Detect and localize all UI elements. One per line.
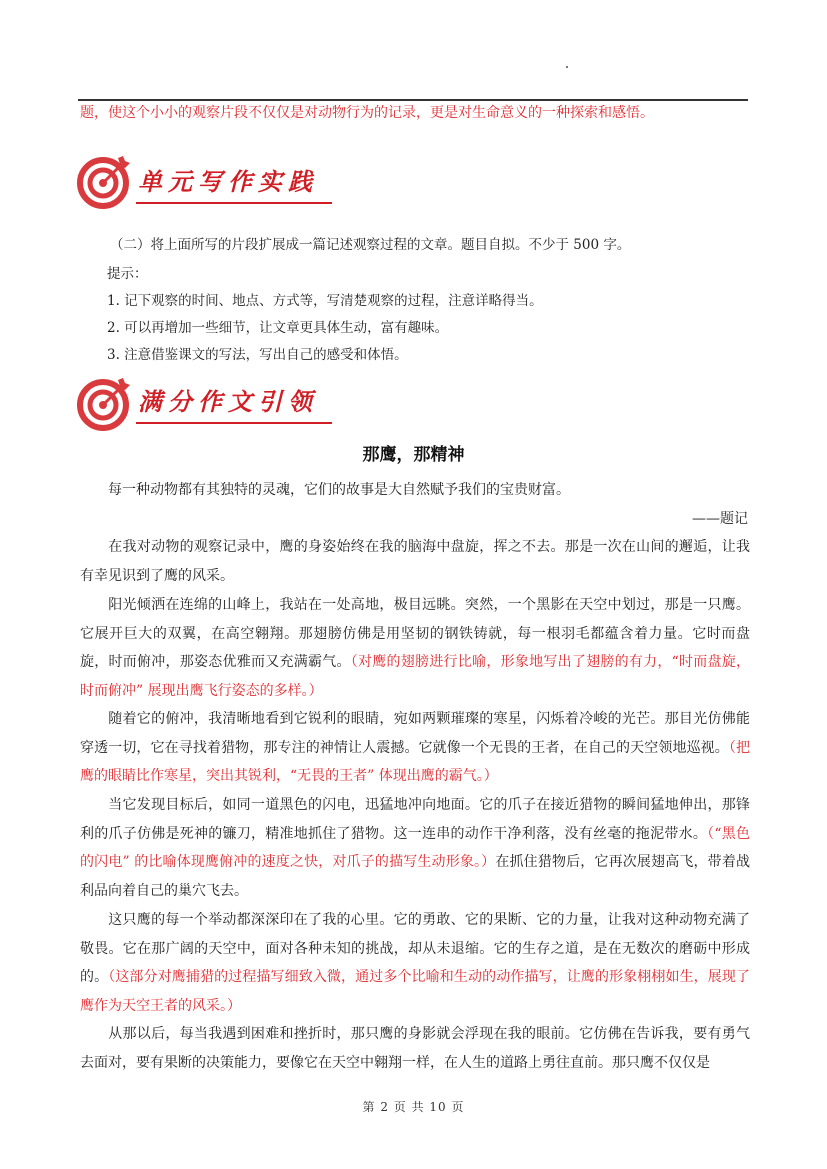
- hint-item: 1. 记下观察的时间、地点、方式等，写清楚观察的过程，注意详略得当。: [107, 293, 543, 309]
- page-number-footer: 第 2 页 共 10 页: [362, 1100, 465, 1114]
- essay-paragraph-3: [80, 705, 750, 791]
- paragraph-text: 随着它的俯冲，我清晰地看到它锐利的眼睛，宛如两颗璀璨的寒星，闪烁着冷峻的光芒。那目光仿佛能穿透一切，它在寻找着猎物，那专注的神情让人震撼。它就像一个无畏的王者，在自己的天空领地巡视。: [80, 711, 750, 756]
- annotation-comment: （把鹰的眼睛比作寒星，突出其锐利，“无畏的王者” 体现出鹰的霸气。）: [80, 739, 750, 784]
- section-title: 满分作文引领: [138, 387, 318, 416]
- annotation-comment: （这部分对鹰捕猎的过程描写细致入微，通过多个比喻和生动的动作描写，让鹰的形象栩栩如生，展现了鹰作为天空王者的风采。）: [80, 969, 751, 1014]
- paragraph-text: 从那以后，每当我遇到困难和挫折时，那只鹰的身影就会浮现在我的眼前。它仿佛在告诉我，要有勇气去面对，要有果断的决策能力，要像它在天空中翱翔一样，在人生的道路上勇往直前。那只鹰不仅仅是: [80, 1026, 750, 1071]
- annotation-comment: （对鹰的翅膀进行比喻，形象地写出了翅膀的有力，“时而盘旋，时而俯冲” 展现出鹰飞行姿态的多样。）: [80, 654, 751, 699]
- writing-task: （二）将上面所写的片段扩展成一篇记述观察过程的文章。题目自拟。不少于 500 字。: [110, 237, 631, 253]
- section-heading-writing-practice: [76, 150, 336, 212]
- essay-paragraph-1: [80, 533, 750, 590]
- paragraph-text: 阳光倾洒在连绵的山峰上，我站在一处高地，极目远眺。突然，一个黑影在天空中划过，那是一只鹰。它展开巨大的双翼，在高空翱翔。那翅膀仿佛是用坚韧的钢铁铸就，每一根羽毛都蕴含着力量。它时而盘旋，时而俯冲，那姿态优雅而又充满霸气。: [80, 597, 750, 670]
- section-underline: [136, 202, 332, 204]
- header-dot: [566, 66, 568, 68]
- paragraph-text: 在我对动物的观察记录中，鹰的身姿始终在我的脑海中盘旋，挥之不去。那是一次在山间的邂逅，让我有幸见识到了鹰的风采。: [80, 539, 750, 584]
- essay-paragraph-5: [80, 906, 750, 1020]
- paragraph-text: 当它发现目标后，如同一道黑色的闪电，迅猛地冲向地面。它的爪子在接近猎物的瞬间猛地伸出，那锋利的爪子仿佛是死神的镰刀，精准地抓住了猎物。这一连串的动作干净利落，没有丝毫的拖泥带水。: [80, 797, 750, 842]
- essay-title: 那鹰，那精神: [362, 445, 465, 465]
- header-rule: [78, 99, 748, 101]
- section-underline: [136, 422, 332, 424]
- epigraph-text: 每一种动物都有其独特的灵魂，它们的故事是大自然赋予我们的宝贵财富。: [108, 482, 570, 498]
- paragraph-text-tail: 在抓住猎物后，它再次展翅高飞，带着战利品向着自己的巢穴飞去。: [80, 854, 751, 899]
- target-arrow-icon: [76, 372, 136, 432]
- epigraph-signature: ——题记: [692, 511, 748, 527]
- carryover-text: 题，使这个小小的观察片段不仅仅是对动物行为的记录，更是对生命意义的一种探索和感悟。: [80, 105, 654, 121]
- annotation-comment: （“黑色的闪电” 的比喻体现鹰俯冲的速度之快，对爪子的描写生动形象。）: [80, 825, 750, 870]
- essay-paragraph-2: [80, 591, 750, 705]
- section-heading-model-essay: [76, 372, 336, 434]
- essay-paragraph-4: [80, 791, 750, 905]
- hint-item: 2. 可以再增加一些细节，让文章更具体生动，富有趣味。: [107, 320, 449, 336]
- target-arrow-icon: [76, 150, 136, 210]
- essay-paragraph-6: [80, 1020, 750, 1077]
- hint-item: 3. 注意借鉴课文的写法，写出自己的感受和体悟。: [107, 347, 408, 363]
- paragraph-text: 这只鹰的每一个举动都深深印在了我的心里。它的勇敢、它的果断、它的力量，让我对这种动物充满了敬畏。它在那广阔的天空中，面对各种未知的挑战，却从未退缩。它的生存之道，是在无数次的磨砺中形成的。: [80, 912, 750, 985]
- section-title: 单元写作实践: [138, 167, 318, 196]
- essay-epigraph: [80, 476, 750, 505]
- hint-label: 提示：: [107, 266, 148, 282]
